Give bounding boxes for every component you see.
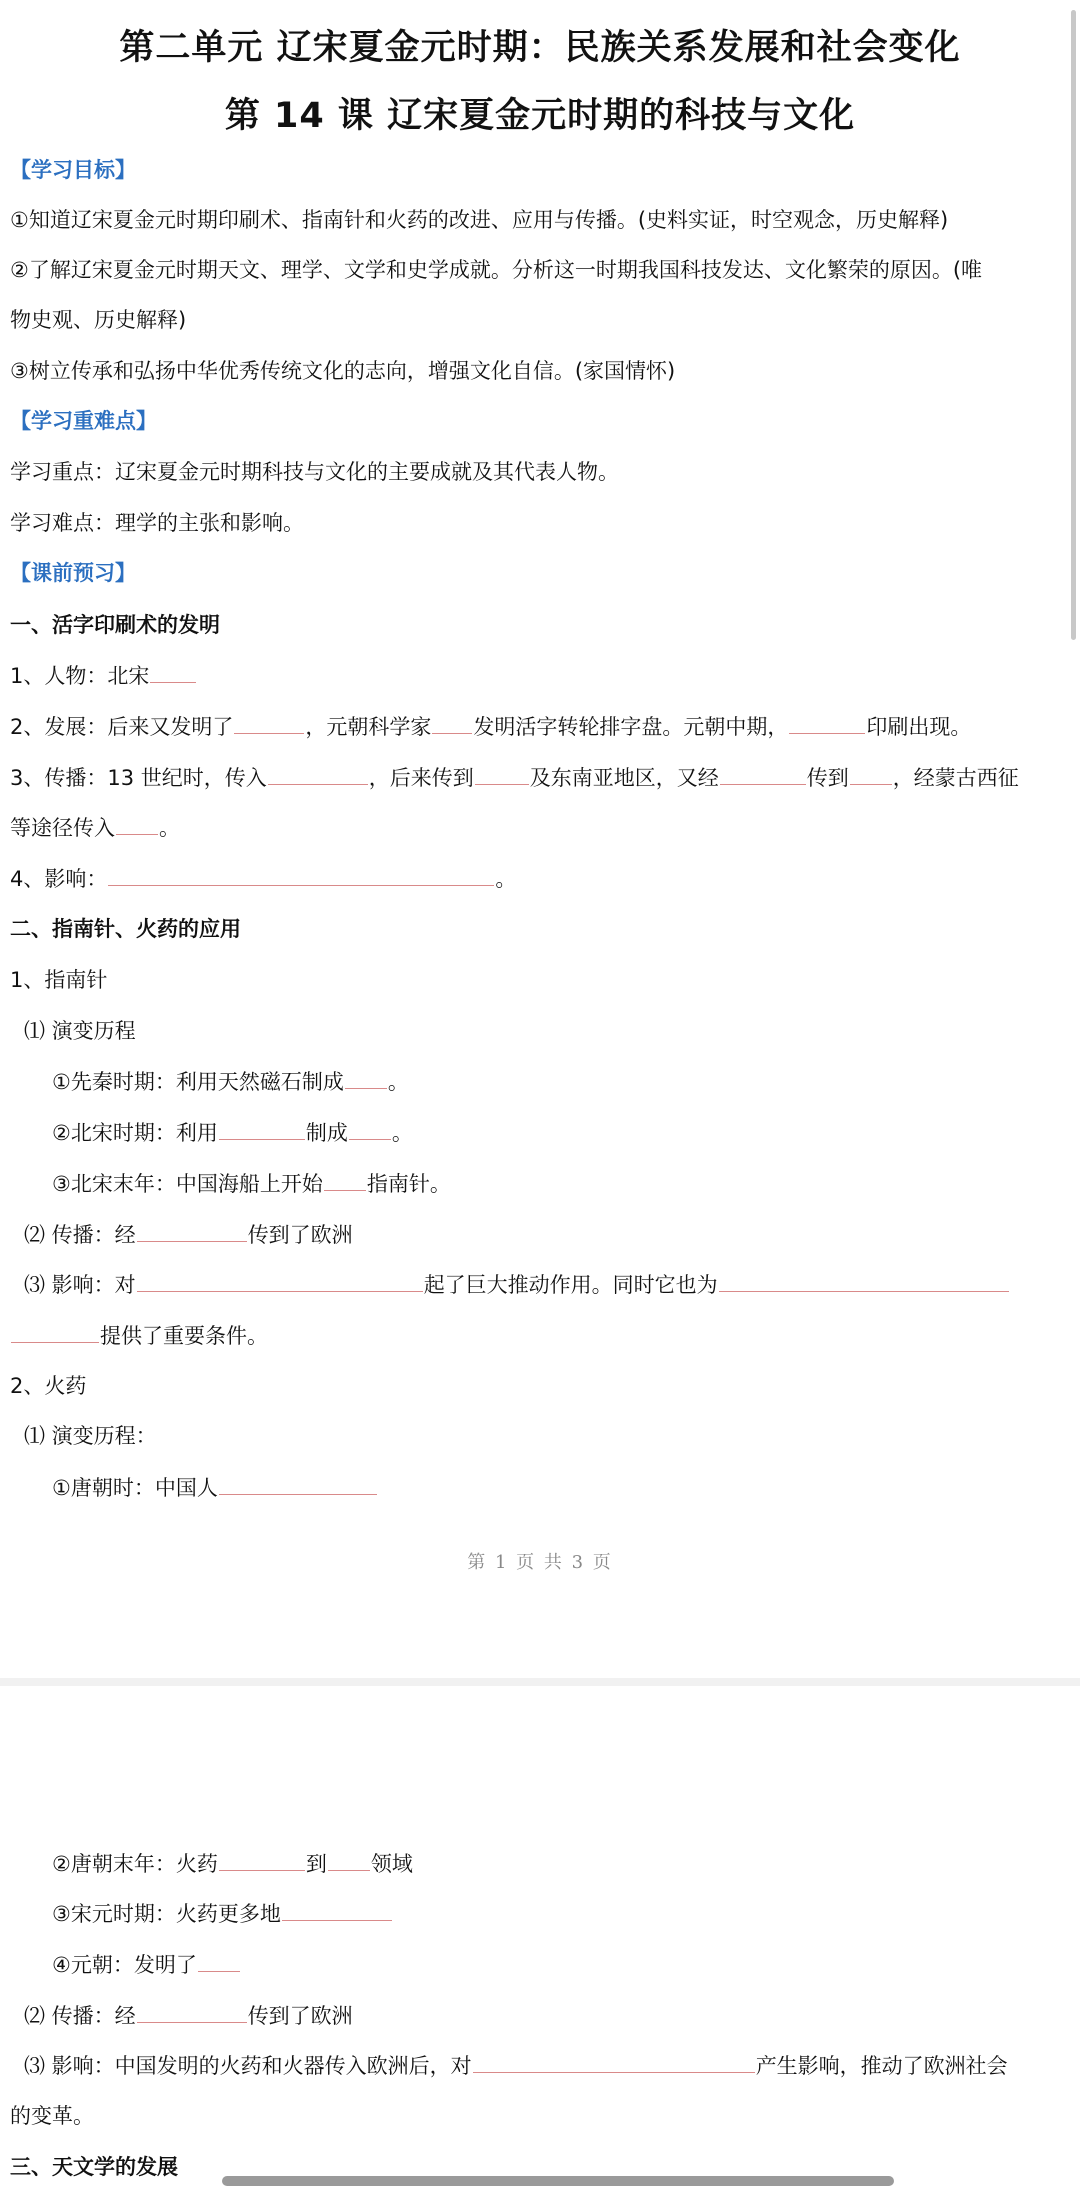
lesson-title: 第 14 课 辽宋夏金元时期的科技与文化 — [224, 96, 856, 136]
s1-4-text-a: 4、影响： — [10, 867, 108, 891]
compass-evolution: ⑴ 演变历程 — [24, 1019, 136, 1043]
blank[interactable] — [719, 1269, 1009, 1292]
gunpowder-step-4-text: ④元朝：发明了 — [52, 1953, 197, 1977]
section-1-heading: 一、活字印刷术的发明 — [10, 613, 220, 637]
compass-step-2 — [52, 1117, 413, 1148]
fill-line-1-3 — [10, 762, 1019, 793]
page-separator — [0, 1678, 1080, 1686]
fill-line-1-1 — [10, 660, 197, 691]
blank[interactable] — [11, 1320, 99, 1343]
s1-3-text-g: 。 — [159, 816, 180, 840]
blank[interactable] — [349, 1117, 391, 1140]
gunpowder-heading: 2、火药 — [10, 1374, 87, 1398]
gunpowder-step-4 — [52, 1949, 241, 1980]
s1-2-text-c: 发明活字转轮排字盘。元朝中期， — [473, 715, 789, 739]
objective-1: ①知道辽宋夏金元时期印刷术、指南针和火药的改进、应用与传播。(史料实证，时空观念，历史解释) — [10, 208, 949, 232]
compass-impact — [24, 1269, 1010, 1300]
gunpowder-impact-text-a: ⑶ 影响：中国发明的火药和火器传入欧洲后，对 — [24, 2054, 472, 2078]
blank[interactable] — [150, 660, 196, 683]
gunpowder-step-1-text: ①唐朝时：中国人 — [52, 1476, 218, 1500]
fill-line-1-2 — [10, 711, 971, 742]
s1-3-text-d: 传到 — [806, 766, 849, 790]
compass-step-3-text-b: 指南针。 — [366, 1172, 451, 1196]
preview-heading: 【课前预习】 — [10, 561, 136, 585]
s1-2-text-d: 印刷出现。 — [866, 715, 972, 739]
objective-3: ③树立传承和弘扬中华优秀传统文化的志向，增强文化自信。(家国情怀) — [10, 359, 676, 383]
objective-2: ②了解辽宋夏金元时期天文、理学、文学和史学成就。分析这一时期我国科技发达、文化繁荣的原因。(唯 — [10, 258, 983, 282]
compass-heading: 1、指南针 — [10, 968, 108, 992]
scrollbar[interactable] — [1071, 10, 1076, 640]
compass-step-3 — [52, 1168, 451, 1199]
gunpowder-spread — [24, 2000, 353, 2031]
blank[interactable] — [219, 1117, 305, 1140]
s1-3-text-e: ，经蒙古西征 — [892, 766, 1019, 790]
blank[interactable] — [432, 711, 472, 734]
compass-impact-text-c: 提供了重要条件。 — [100, 1324, 268, 1348]
gunpowder-step-3 — [52, 1898, 393, 1929]
difficulty-text: 学习难点：理学的主张和影响。 — [10, 511, 304, 535]
page-footer: 第 1 页 共 3 页 — [467, 1552, 613, 1573]
gunpowder-spread-text-a: ⑵ 传播：经 — [24, 2004, 136, 2028]
blank[interactable] — [234, 711, 304, 734]
blank[interactable] — [473, 2050, 755, 2073]
compass-impact-text-a: ⑶ 影响：对 — [24, 1273, 136, 1297]
unit-title: 第二单元 辽宋夏金元时期：民族关系发展和社会变化 — [119, 28, 961, 68]
home-indicator[interactable] — [222, 2176, 894, 2186]
blank[interactable] — [137, 1219, 247, 1242]
blank[interactable] — [789, 711, 865, 734]
blank[interactable] — [328, 1848, 370, 1871]
s1-2-text-a: 2、发展：后来又发明了 — [10, 715, 234, 739]
section-3-heading: 三、天文学的发展 — [10, 2155, 178, 2179]
compass-spread-text-b: 传到了欧洲 — [247, 1223, 353, 1247]
blank[interactable] — [324, 1168, 366, 1191]
compass-step-1-end: 。 — [387, 1070, 409, 1094]
compass-step-3-text-a: ③北宋末年：中国海船上开始 — [52, 1172, 323, 1196]
objectives-heading: 【学习目标】 — [10, 158, 136, 182]
gunpowder-step-3-text: ③宋元时期：火药更多地 — [52, 1902, 281, 1926]
compass-step-2-end: 。 — [391, 1121, 413, 1145]
s1-3-text-b: ，后来传到 — [368, 766, 474, 790]
blank[interactable] — [219, 1472, 377, 1495]
gunpowder-step-2-text-a: ②唐朝末年：火药 — [52, 1852, 218, 1876]
blank[interactable] — [137, 1269, 423, 1292]
s1-3-text-f: 等途径传入 — [10, 816, 115, 840]
blank[interactable] — [850, 762, 892, 785]
gunpowder-spread-text-b: 传到了欧洲 — [247, 2004, 353, 2028]
gunpowder-evolution: ⑴ 演变历程： — [24, 1424, 157, 1448]
compass-step-1-text: ①先秦时期：利用天然磁石制成 — [52, 1070, 344, 1094]
compass-impact-text-b: 起了巨大推动作用。同时它也为 — [423, 1273, 718, 1297]
blank[interactable] — [137, 2000, 247, 2023]
gunpowder-step-1 — [52, 1472, 378, 1503]
s1-1-text: 1、人物：北宋 — [10, 664, 150, 688]
fill-line-1-3-cont — [10, 812, 180, 843]
focus-text: 学习重点：辽宋夏金元时期科技与文化的主要成就及其代表人物。 — [10, 460, 619, 484]
blank[interactable] — [198, 1949, 240, 1972]
blank[interactable] — [282, 1898, 392, 1921]
blank[interactable] — [475, 762, 529, 785]
blank[interactable] — [720, 762, 806, 785]
document-page-2 — [0, 1686, 1080, 2199]
blank[interactable] — [108, 863, 494, 886]
compass-spread — [24, 1219, 353, 1250]
gunpowder-impact-cont: 的变革。 — [10, 2104, 94, 2128]
compass-step-2-text-b: 制成 — [305, 1121, 348, 1145]
gunpowder-step-2-text-c: 领域 — [370, 1852, 413, 1876]
compass-step-1 — [52, 1066, 409, 1097]
blank[interactable] — [268, 762, 368, 785]
section-2-heading: 二、指南针、火药的应用 — [10, 917, 241, 941]
blank[interactable] — [345, 1066, 387, 1089]
blank[interactable] — [219, 1848, 305, 1871]
objective-2-cont: 物史观、历史解释) — [10, 308, 187, 332]
gunpowder-impact — [24, 2050, 1008, 2081]
blank[interactable] — [116, 812, 158, 835]
s1-3-text-a: 3、传播：13 世纪时，传入 — [10, 766, 267, 790]
compass-step-2-text-a: ②北宋时期：利用 — [52, 1121, 218, 1145]
fill-line-1-4 — [10, 863, 516, 894]
s1-4-text-b: 。 — [495, 867, 517, 891]
s1-3-text-c: 及东南亚地区，又经 — [529, 766, 719, 790]
gunpowder-step-2-text-b: 到 — [305, 1852, 327, 1876]
keypoints-heading: 【学习重难点】 — [10, 409, 157, 433]
s1-2-text-b: ，元朝科学家 — [305, 715, 432, 739]
gunpowder-step-2 — [52, 1848, 413, 1879]
gunpowder-impact-text-b: 产生影响，推动了欧洲社会 — [755, 2054, 1008, 2078]
compass-impact-cont — [10, 1320, 268, 1351]
compass-spread-text-a: ⑵ 传播：经 — [24, 1223, 136, 1247]
